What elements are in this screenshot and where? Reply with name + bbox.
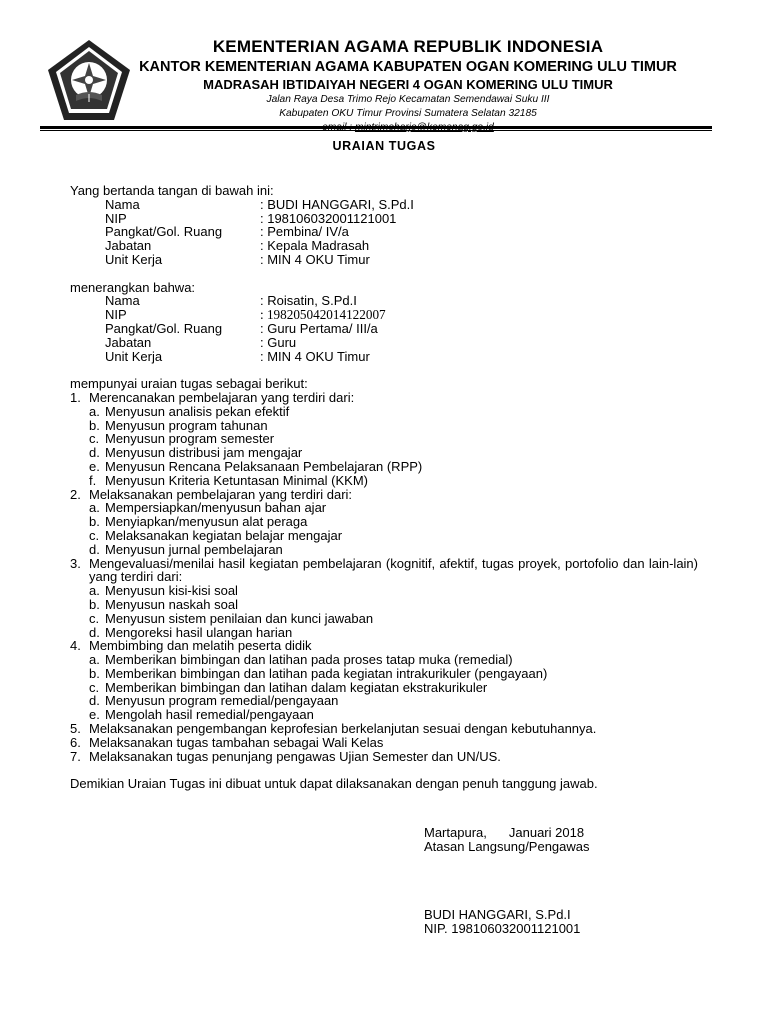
address-line-1: Jalan Raya Desa Trimo Rejo Kecamatan Semendawai Suku III <box>266 94 550 105</box>
signer-key: Unit Kerja <box>105 251 163 267</box>
duty-subitem <box>70 708 698 722</box>
subject-value: : MIN 4 OKU Timur <box>260 348 370 364</box>
duty-subitem <box>70 405 698 419</box>
address-line-2: Kabupaten OKU Timur Provinsi Sumatera Selatan 32185 <box>279 108 537 119</box>
duty-text: Mengevaluasi/menilai hasil kegiatan pembelajaran (kognitif, afektif, tugas proyek, portofolio dan lain-lain) yang terdiri dari: <box>89 555 698 585</box>
signer-value: : MIN 4 OKU Timur <box>260 251 370 267</box>
duty-item <box>70 557 698 585</box>
signature-name: BUDI HANGGARI, S.Pd.I <box>424 907 571 922</box>
duty-subitem-letter: f. <box>89 472 97 488</box>
duty-subitem-text: Menyusun Kriteria Ketuntasan Minimal (KKM) <box>105 472 368 488</box>
signature-nip: NIP. 198106032001121001 <box>424 920 581 936</box>
duty-subitem-text: Mempersiapkan/menyusun bahan ajar <box>105 500 327 516</box>
signer-value: : Pembina/ IV/a <box>260 224 349 240</box>
subject-details <box>70 294 698 363</box>
place-date <box>424 826 590 840</box>
duty-subitem <box>70 612 698 626</box>
duty-subitem-letter: b. <box>89 596 100 612</box>
duty-text: Membimbing dan melatih peserta didik <box>89 638 312 654</box>
duty-item <box>70 639 698 653</box>
duty-item <box>70 722 698 736</box>
subject-row <box>70 294 698 308</box>
signer-key: NIP <box>105 210 127 226</box>
duty-subitem-text: Memberikan bimbingan dan latihan pada proses tatap muka (remedial) <box>105 652 513 668</box>
duty-subitem-letter: b. <box>89 417 100 433</box>
signer-row <box>70 212 698 226</box>
subject-key: Jabatan <box>105 334 152 350</box>
signer-details <box>70 198 698 267</box>
duty-subitem-letter: a. <box>89 652 100 668</box>
duty-item <box>70 391 698 405</box>
duty-item <box>70 488 698 502</box>
signer-row <box>70 239 698 253</box>
duty-subitem-text: Menyusun program remedial/pengayaan <box>105 693 339 709</box>
intro-text: Yang bertanda tangan di bawah ini: <box>70 183 274 198</box>
subject-row <box>70 350 698 364</box>
duty-subitem-letter: c. <box>89 431 100 447</box>
duty-text: Melaksanakan tugas penunjang pengawas Ujian Semester dan UN/US. <box>89 748 501 764</box>
duty-number: 1. <box>70 389 81 405</box>
duty-subitem <box>70 515 698 529</box>
duty-subitem-text: Mengoreksi hasil ulangan harian <box>105 624 293 640</box>
subject-key: Unit Kerja <box>105 348 163 364</box>
duty-number: 5. <box>70 721 81 737</box>
subject-value: : Roisatin, S.Pd.I <box>260 293 357 309</box>
duty-number: 6. <box>70 734 81 750</box>
subject-value: : 198205042014122007 <box>260 307 386 323</box>
signature-place: Martapura, <box>424 825 487 840</box>
duty-subitem <box>70 667 698 681</box>
duty-subitem-text: Menyusun jurnal pembelajaran <box>105 541 283 557</box>
duty-text: Melaksanakan pembelajaran yang terdiri dari: <box>89 486 353 502</box>
signer-value: : BUDI HANGGARI, S.Pd.I <box>260 196 414 212</box>
duty-subitem-text: Menyusun program semester <box>105 431 275 447</box>
duty-subitem-letter: d. <box>89 541 100 557</box>
duty-number: 3. <box>70 555 81 571</box>
signer-key: Jabatan <box>105 238 152 254</box>
duty-subitem-text: Menyusun naskah soal <box>105 596 238 612</box>
duty-subitem-letter: c. <box>89 610 100 626</box>
subject-key: Pangkat/Gol. Ruang <box>105 320 223 336</box>
signer-row <box>70 198 698 212</box>
duty-subitem <box>70 584 698 598</box>
duty-subitem-text: Memberikan bimbingan dan latihan dalam kegiatan ekstrakurikuler <box>105 679 488 695</box>
duty-subitem-text: Menyusun sistem penilaian dan kunci jawaban <box>105 610 374 626</box>
duty-subitem <box>70 626 698 640</box>
duty-subitem-text: Menyusun kisi-kisi soal <box>105 583 238 599</box>
duty-subitem-text: Menyusun Rencana Pelaksanaan Pembelajaran (RPP) <box>105 458 423 474</box>
duty-subitem-text: Melaksanakan kegiatan belajar mengajar <box>105 527 343 543</box>
duty-number: 7. <box>70 748 81 764</box>
duty-subitem-letter: a. <box>89 583 100 599</box>
duty-subitem <box>70 681 698 695</box>
duties-intro: mempunyai uraian tugas sebagai berikut: <box>70 376 308 392</box>
duty-subitem <box>70 432 698 446</box>
duty-text: Melaksanakan pengembangan keprofesian berkelanjutan sesuai dengan kebutuhannya. <box>89 721 597 737</box>
ministry-name: KEMENTERIAN AGAMA REPUBLIK INDONESIA <box>212 37 604 56</box>
duty-subitem <box>70 598 698 612</box>
duty-subitem-letter: a. <box>89 403 100 419</box>
subject-row <box>70 308 698 322</box>
duty-number: 2. <box>70 486 81 502</box>
duty-subitem-text: Menyiapkan/menyusun alat peraga <box>105 514 308 530</box>
duty-subitem-letter: d. <box>89 445 100 461</box>
duty-subitem-letter: a. <box>89 500 100 516</box>
duty-subitem <box>70 446 698 460</box>
duty-subitem <box>70 543 698 557</box>
subject-row <box>70 336 698 350</box>
school-name: MADRASAH IBTIDAIYAH NEGERI 4 OGAN KOMERING ULU TIMUR <box>203 77 613 92</box>
duty-number: 4. <box>70 638 81 654</box>
duty-subitem-letter: c. <box>89 527 100 543</box>
signer-key: Nama <box>105 196 140 212</box>
letterhead <box>118 36 698 135</box>
duty-subitem-letter: c. <box>89 679 100 695</box>
duty-text: Merencanakan pembelajaran yang terdiri dari: <box>89 389 355 405</box>
duty-text: Melaksanakan tugas tambahan sebagai Wali Kelas <box>89 734 384 750</box>
duty-subitem-letter: b. <box>89 665 100 681</box>
document-title: URAIAN TUGAS <box>332 139 436 153</box>
signer-value: : Kepala Madrasah <box>260 238 370 254</box>
signature-header <box>424 826 590 854</box>
duty-subitem-letter: d. <box>89 693 100 709</box>
duty-subitem <box>70 474 698 488</box>
subject-key: Nama <box>105 293 140 309</box>
subject-value: : Guru Pertama/ III/a <box>260 320 378 336</box>
duty-subitem-letter: d. <box>89 624 100 640</box>
duty-subitem-text: Memberikan bimbingan dan latihan pada kegiatan intrakurikuler (pengayaan) <box>105 665 548 681</box>
signature-role: Atasan Langsung/Pengawas <box>424 838 590 854</box>
duty-item <box>70 736 698 750</box>
duty-subitem <box>70 529 698 543</box>
letterhead-rule-thick <box>40 126 712 129</box>
duty-subitem-text: Mengolah hasil remedial/pengayaan <box>105 707 314 723</box>
states-text: menerangkan bahwa: <box>70 279 196 295</box>
duty-subitem-text: Menyusun distribusi jam mengajar <box>105 445 303 461</box>
duty-item <box>70 750 698 764</box>
signer-key: Pangkat/Gol. Ruang <box>105 224 223 240</box>
signer-row <box>70 225 698 239</box>
letterhead-rule-thin <box>40 130 712 131</box>
duty-subitem <box>70 419 698 433</box>
subject-row <box>70 322 698 336</box>
duty-subitem-letter: e. <box>89 707 100 723</box>
duty-subitem-text: Menyusun analisis pekan efektif <box>105 403 290 419</box>
duty-subitem <box>70 694 698 708</box>
signer-value: : 198106032001121001 <box>260 210 397 226</box>
subject-value: : Guru <box>260 334 297 350</box>
closing-text: Demikian Uraian Tugas ini dibuat untuk dapat dilaksanakan dengan penuh tanggung jawab. <box>70 776 598 792</box>
duty-subitem <box>70 501 698 515</box>
duty-subitem <box>70 653 698 667</box>
duty-subitem-letter: e. <box>89 458 100 474</box>
duty-subitem-text: Menyusun program tahunan <box>105 417 268 433</box>
signature-date: Januari 2018 <box>508 825 585 840</box>
signer-row <box>70 253 698 267</box>
office-name: KANTOR KEMENTERIAN AGAMA KABUPATEN OGAN KOMERING ULU TIMUR <box>139 59 677 75</box>
duties-list <box>70 391 698 764</box>
duty-subitem-letter: b. <box>89 514 100 530</box>
subject-key: NIP <box>105 307 127 323</box>
signature-footer <box>424 908 580 936</box>
duty-subitem <box>70 460 698 474</box>
document-body <box>70 184 698 791</box>
